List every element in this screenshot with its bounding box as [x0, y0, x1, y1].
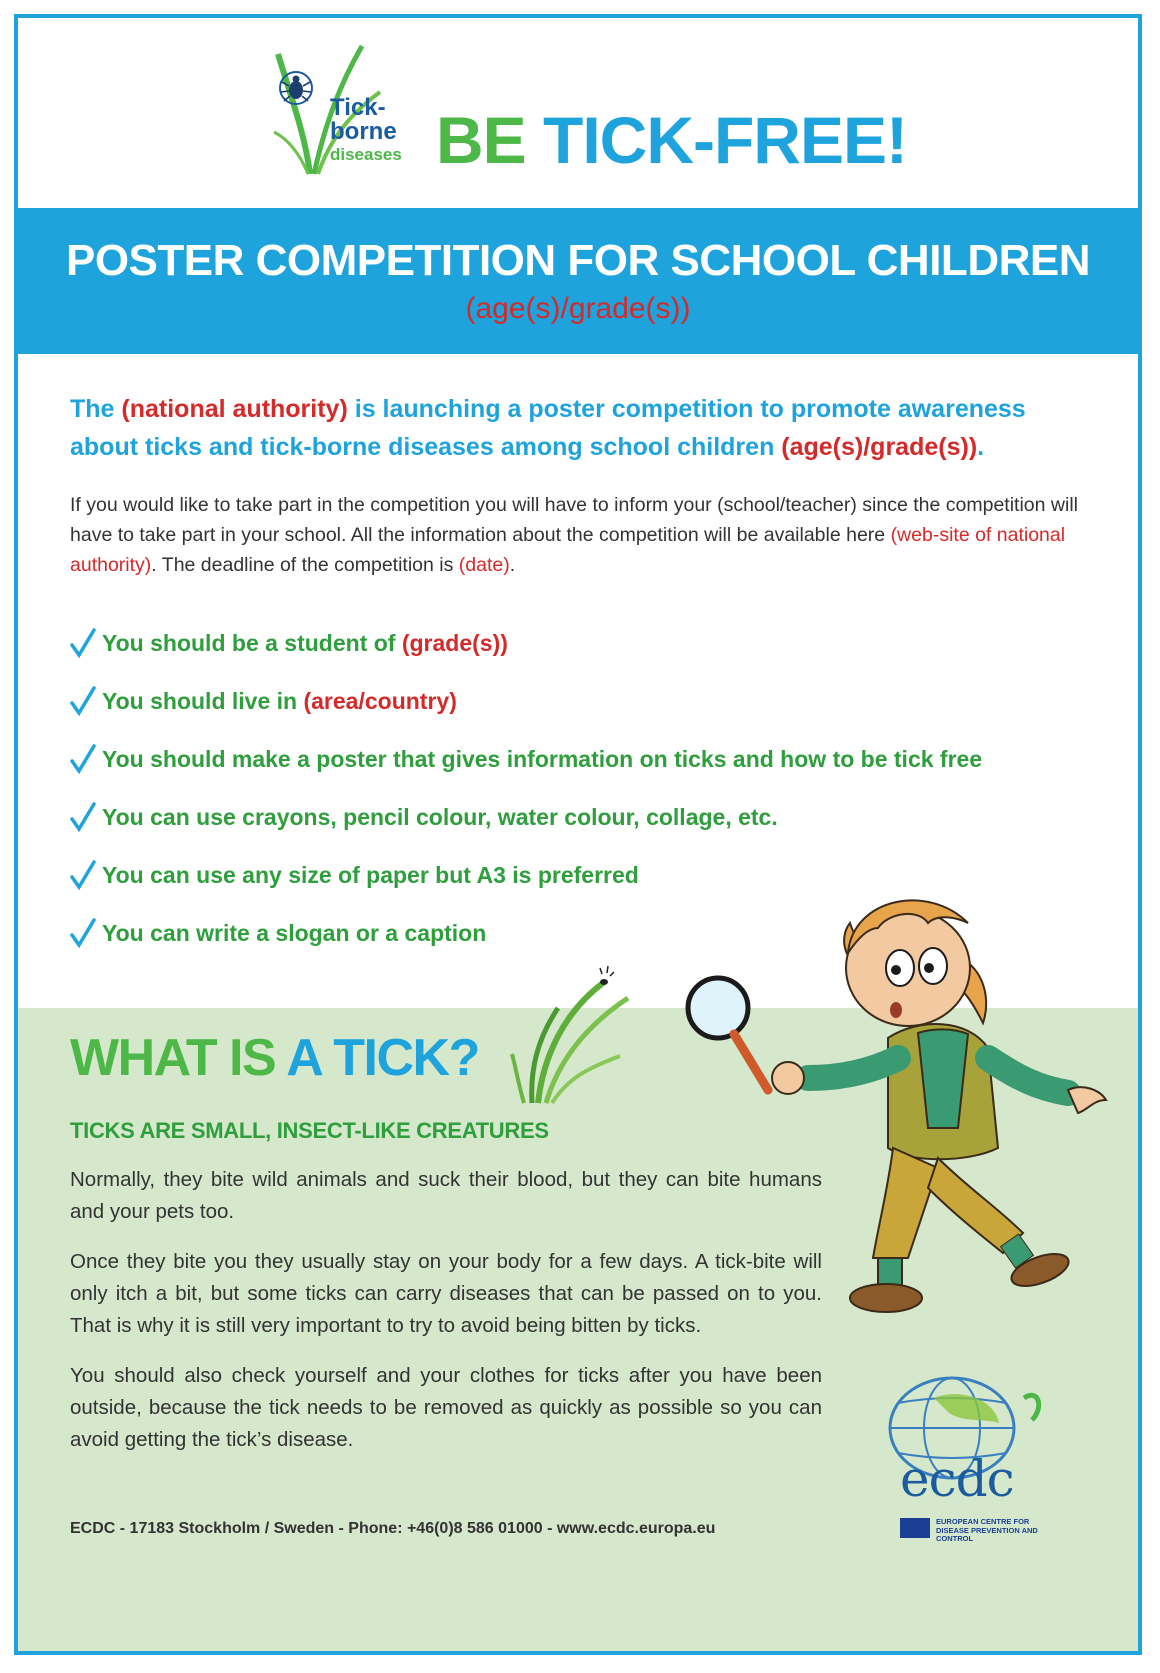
tick-title-part-2: A TICK? — [286, 1029, 479, 1087]
banner-title: POSTER COMPETITION FOR SCHOOL CHILDREN — [65, 236, 1090, 285]
checklist-text: You can use any size of paper but A3 is preferred — [102, 861, 639, 888]
intro-body — [70, 490, 1092, 580]
headline-be: BE — [436, 103, 526, 177]
intro-body-text-3: . — [509, 554, 516, 576]
ecdc-wordmark: ecdc — [900, 1450, 1014, 1508]
ecdc-tagline: EUROPEAN CENTRE FOR DISEASE PREVENTION AND CONTROL — [936, 1517, 1038, 1543]
intro-lead-text-2: is launching a poster competition to promote awareness about ticks and tick-borne diseases among school children — [70, 395, 1026, 461]
checklist-text: You should make a poster that gives information on ticks and how to be tick free — [102, 745, 983, 772]
intro-body-text-2: . The deadline of the competition is — [151, 554, 459, 576]
competition-banner — [18, 208, 1138, 354]
checkmark-icon — [70, 802, 96, 832]
grass-illustration-icon — [508, 958, 638, 1108]
tick-borne-logo-text — [330, 96, 402, 163]
checkmark-icon — [70, 918, 96, 948]
checklist-text: You can write a slogan or a caption — [102, 919, 487, 946]
eu-flag-icon — [900, 1518, 930, 1538]
logo-line-2: borne — [330, 118, 397, 145]
checklist-text: You should be a student of — [102, 629, 396, 656]
age-grade-placeholder: (age(s)/grade(s)) — [781, 433, 978, 461]
national-authority-placeholder: (national authority) — [121, 395, 348, 423]
headline-tick-free: TICK-FREE! — [543, 103, 907, 177]
banner-subtitle: (age(s)/grade(s)) — [465, 292, 691, 325]
checkmark-icon — [70, 860, 96, 890]
checklist-item — [70, 672, 1110, 730]
intro-lead-text-1: The — [70, 395, 122, 423]
logo-line-1: Tick- — [330, 94, 386, 121]
website-placeholder: (web-site of national authority) — [70, 524, 1066, 576]
checklist-highlight: (area/country) — [303, 687, 457, 714]
checklist-item — [70, 730, 1110, 788]
checkmark-icon — [70, 628, 96, 658]
tick-paragraph-2: Once they bite you they usually stay on your body for a few days. A tick-bite will only itch a bit, but some ticks can carry diseases that can be passed on to you. That is why it is still very important to try to avoid being bitten by ticks. — [70, 1250, 822, 1337]
intro-lead — [70, 390, 1090, 466]
footer-contact: ECDC - 17183 Stockholm / Sweden - Phone: +46(0)8 586 01000 - www.ecdc.europa.eu — [70, 1520, 716, 1537]
checkmark-icon — [70, 744, 96, 774]
checkmark-icon — [70, 686, 96, 716]
tick-subtitle: TICKS ARE SMALL, INSECT-LIKE CREATURES — [70, 1118, 549, 1143]
checklist-item — [70, 614, 1110, 672]
intro-lead-text-3: . — [977, 433, 985, 461]
tick-paragraph-3: You should also check yourself and your clothes for ticks after you have been outside, because the tick needs to be removed as quickly as possible so you can avoid getting the tick’s disease. — [70, 1364, 822, 1451]
checklist-text: You can use crayons, pencil colour, water colour, collage, etc. — [102, 803, 778, 830]
headline — [436, 102, 907, 178]
intro-body-text-1: If you would like to take part in the competition you will have to inform your (school/teacher) since the competition will have to take part in your school. All the information about the competition will be available here — [70, 494, 1078, 546]
date-placeholder: (date) — [458, 554, 510, 576]
logo-line-3: diseases — [330, 145, 402, 164]
tick-title-part-1: WHAT IS — [70, 1029, 276, 1087]
poster-frame — [14, 14, 1142, 1655]
checklist-text: You should live in — [102, 687, 298, 714]
what-is-a-tick-title — [70, 1028, 479, 1088]
checklist-highlight: (grade(s)) — [401, 629, 508, 656]
poster-header — [18, 18, 1138, 208]
tick-paragraph-1: Normally, they bite wild animals and suck their blood, but they can bite humans and your pets too. — [70, 1168, 822, 1223]
